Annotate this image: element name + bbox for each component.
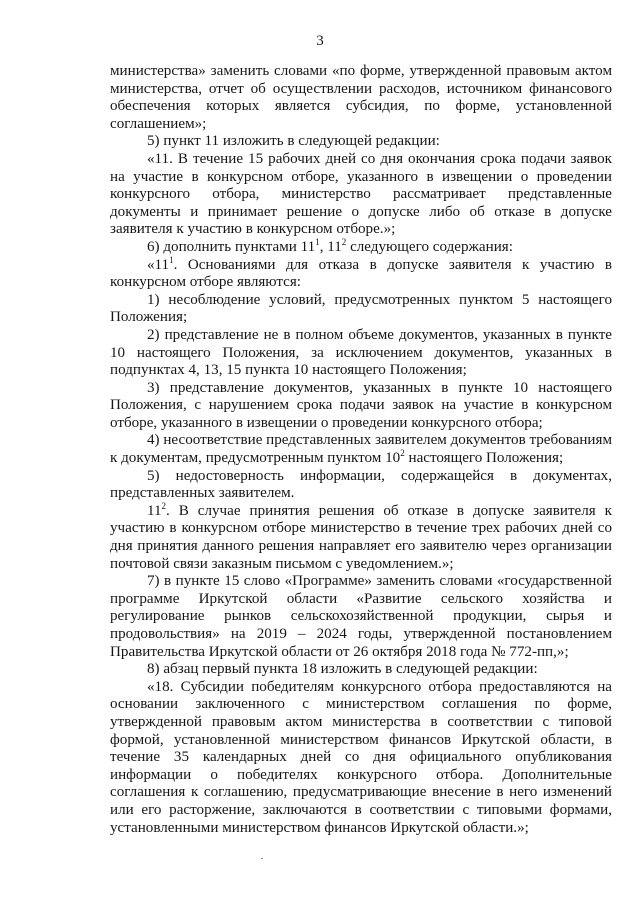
text-run: 3) представление документов, указанных в пункте 10 настоящего Положения, с нарушением срока подачи заявок на участие в конкурсном отборе, указанного в извещении о проведении конкурсного отбора; [110, 379, 612, 431]
paragraph [110, 380, 612, 433]
paragraph [110, 151, 612, 239]
text-run: «18. Субсидии победителям конкурсного отбора предоставляются на основании заключенного с министерством соглашения по форме, утвержденной правовым актом министерства в соответствии с типовой формой, установленной министерством финансов Иркутской области, в течение 35 календарных дней со дня официального опубликования информации о победителях конкурсного отбора. Дополнительные соглашения к соглашению, предусматривающие внесение в него изменений или его расторжение, заключаются в соответствии с типовыми формами, установленными министерством финансов Иркутской области.»; [110, 678, 612, 836]
text-run: 8) абзац первый пункта 18 изложить в следующей редакции: [147, 661, 538, 678]
paragraph [110, 63, 612, 133]
paragraph [110, 254, 612, 292]
text-run: . Основаниями для отказа в допуске заявителя к участию в конкурсном отборе являются: [110, 256, 612, 291]
text-run: 2) представление не в полном объеме документов, указанных в пункте 10 настоящего Положения, за исключением документов, указанных в подпунктах 4, 13, 15 пункта 10 настоящего Положения; [110, 326, 612, 379]
superscript: 2 [400, 448, 405, 459]
text-run: 6) дополнить пунктами 11 [147, 238, 316, 255]
document-body [110, 63, 612, 837]
text-run: следующего содержания: [346, 238, 513, 255]
superscript: 1 [315, 236, 320, 247]
text-run: 4) несоответствие представленных заявителем документов требованиям к документам, предусмотренным пунктом 10 [110, 432, 612, 467]
text-run: министерства» заменить словами «по форме, утвержденной правовым актом министерства, отчет об осуществлении расходов, источником финансового обеспечения которых является субсидия, по форме, установленной соглашением»; [110, 63, 612, 132]
text-run: «11. В течение 15 рабочих дней со дня окончания срока подачи заявок на участие в конкурсном отборе, указанного в извещении о проведении конкурсного отбора, министерство рассматривает представленные документы и принимает решение о допуске либо об отказе в допуске заявителя к участию в конкурсном отборе.»; [110, 150, 612, 238]
paragraph [110, 573, 612, 661]
superscript: 2 [341, 236, 347, 247]
paragraph [110, 500, 612, 573]
text-run: 7) в пункте 15 слово «Программе» заменить словами «государственной программе Иркутской области «Развитие сельского хозяйства и регулирование рынков сельскохозяйственной продукции, сырья и продовольствия» на 2019 – 2024 годы, утвержденной постановлением Правительства Иркутской области от 26 октября 2018 года № 772-пп,»; [110, 573, 612, 660]
paragraph [110, 236, 612, 257]
page-number: 3 [316, 33, 324, 49]
paragraph [110, 661, 612, 679]
paragraph [110, 432, 612, 467]
scan-speck [261, 858, 263, 859]
paragraph [110, 327, 612, 380]
paragraph [110, 679, 612, 837]
text-run: 11 [147, 502, 162, 519]
paragraph [110, 133, 612, 151]
text-run: . В случае принятия решения об отказе в допуске заявителя к участию в конкурсном отборе министерство в течение трех рабочих дней со дня принятия данного решения направляет его заявителю через организации почтовой связи заказным письмом с уведомлением.»; [110, 502, 612, 572]
text-run: «11 [147, 256, 170, 273]
superscript: 1 [169, 254, 174, 265]
superscript: 2 [161, 500, 167, 511]
paragraph [110, 468, 612, 503]
text-run: , 11 [319, 238, 342, 255]
text-run: настоящего Положения; [404, 450, 564, 467]
text-run: 5) пункт 11 изложить в следующей редакции: [147, 133, 440, 150]
paragraph [110, 292, 612, 327]
text-run: 1) несоблюдение условий, предусмотренных пунктом 5 настоящего Положения; [110, 291, 612, 326]
text-run: 5) недостоверность информации, содержащейся в документах, представленных заявителем. [110, 467, 612, 502]
